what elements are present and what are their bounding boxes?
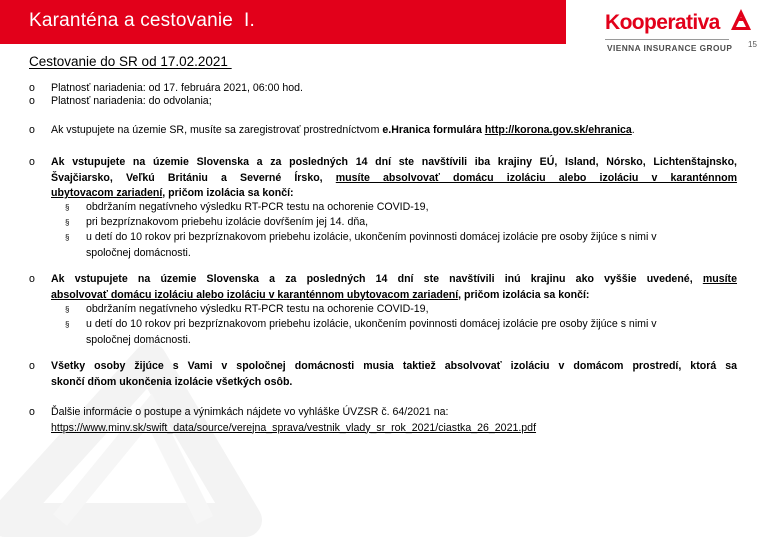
sub-list-line: spoločnej domácnosti.: [86, 246, 191, 259]
list-item: Platnosť nariadenia: do odvolania;: [51, 95, 212, 107]
sub-bullet-icon: §: [65, 218, 70, 227]
logo-group-text: VIENNA INSURANCE GROUP: [607, 43, 733, 53]
sub-list-line: u detí do 10 rokov pri bezpríznakovom priebehu izolácie, ukončením povinnosti domácej izolácie pre osoby žijúce s nimi v: [86, 318, 657, 330]
list-item-end: .: [631, 124, 635, 136]
bullet-icon: o: [29, 156, 35, 168]
paragraph-line: [51, 272, 737, 288]
sub-list-line: u detí do 10 rokov pri bezpríznakovom priebehu izolácie, ukončením povinnosti domácej izolácie pre osoby žijúce s nimi v: [86, 231, 657, 243]
bullet-icon: o: [29, 82, 35, 94]
decree-pdf-link[interactable]: https://www.minv.sk/swift_data/source/verejna_sprava/vestnik_vlady_sr_rok_2021/ciastka_26_2021.pdf: [51, 421, 537, 434]
paragraph-line: Ďalšie informácie o postupe a výnimkách nájdete vo vyhláške ÚVZSR č. 64/2021 na:: [51, 406, 449, 418]
sub-list-text: [86, 317, 715, 348]
isolation-requirement-end: ubytovacom zariadení: [51, 187, 163, 199]
isolation-end-text: , pričom izolácia sa končí:: [162, 187, 294, 199]
page-title: Karanténa a cestovanie I.: [29, 10, 255, 31]
paragraph-line: [51, 288, 737, 304]
list-item: [51, 123, 635, 139]
page-number: 15: [748, 40, 757, 49]
list-item: [51, 359, 737, 390]
paragraph-line: [51, 421, 737, 437]
list-item: Platnosť nariadenia: od 17. februára 2021, 06:00 hod.: [51, 82, 303, 94]
list-item-text: Ak vstupujete na územie SR, musíte sa zaregistrovať prostredníctvom: [51, 124, 383, 136]
isolation-end-text: , pričom izolácia sa končí:: [458, 288, 590, 301]
subtitle: Cestovanie do SR od 17.02.2021: [29, 54, 232, 69]
paragraph-line: Ak vstupujete na územie Slovenska a za posledných 14 dní ste navštívili iba krajiny EÚ, Island, Nórsko, Lichtenštajnsko,: [51, 156, 737, 168]
logo-wordmark: Kooperativa: [605, 11, 720, 34]
bullet-icon: o: [29, 124, 35, 136]
isolation-requirement: musíte: [702, 273, 737, 285]
sub-bullet-icon: §: [65, 233, 70, 242]
isolation-requirement-end: absolvovať domácu izoláciu alebo izoláciu v karanténnom ubytovacom zariadení: [51, 288, 459, 301]
logo-divider: [605, 39, 729, 40]
list-item: [51, 405, 737, 436]
other-country-text: Ak vstupujete na územie Slovenska a za posledných 14 dní ste navštívili inú krajinu ako vyššie uvedené,: [51, 273, 693, 285]
sub-list-line: spoločnej domácnosti.: [86, 333, 191, 346]
bullet-icon: o: [29, 406, 35, 418]
paragraph-line: skončí dňom ukončenia izolácie všetkých osôb.: [51, 375, 293, 388]
country-list: Švajčiarsko, Veľkú Britániu a Severné Írsko,: [51, 171, 323, 184]
paragraph-line: Všetky osoby žijúce s Vami v spoločnej domácnosti musia taktiež absolvovať izoláciu v domácom prostredí, ktorá sa: [51, 360, 737, 372]
sub-bullet-icon: §: [65, 203, 70, 212]
ehranica-form-label: e.Hranica formulára: [382, 124, 482, 136]
kooperativa-logo: [602, 8, 772, 56]
sub-list-text: pri bezpríznakovom priebehu izolácie dovŕšením jej 14. dňa,: [86, 216, 369, 228]
sub-list-text: [86, 230, 715, 261]
bullet-icon: o: [29, 95, 35, 107]
list-item: [51, 155, 737, 202]
bullet-icon: o: [29, 273, 35, 285]
bullet-icon: o: [29, 360, 35, 372]
sub-list-text: obdržaním negatívneho výsledku RT-PCR testu na ochorenie COVID-19,: [86, 201, 429, 213]
list-item: [51, 272, 737, 303]
sub-bullet-icon: §: [65, 305, 70, 314]
paragraph-line: [51, 171, 737, 187]
logo-triangle-icon: [730, 8, 752, 34]
header-bar: [0, 0, 566, 44]
ehranica-link[interactable]: http://korona.gov.sk/ehranica: [484, 124, 632, 136]
sub-bullet-icon: §: [65, 320, 70, 329]
sub-list-text: obdržaním negatívneho výsledku RT-PCR testu na ochorenie COVID-19,: [86, 303, 429, 315]
isolation-requirement: musíte absolvovať domácu izoláciu alebo izoláciu v karanténnom: [335, 171, 738, 184]
